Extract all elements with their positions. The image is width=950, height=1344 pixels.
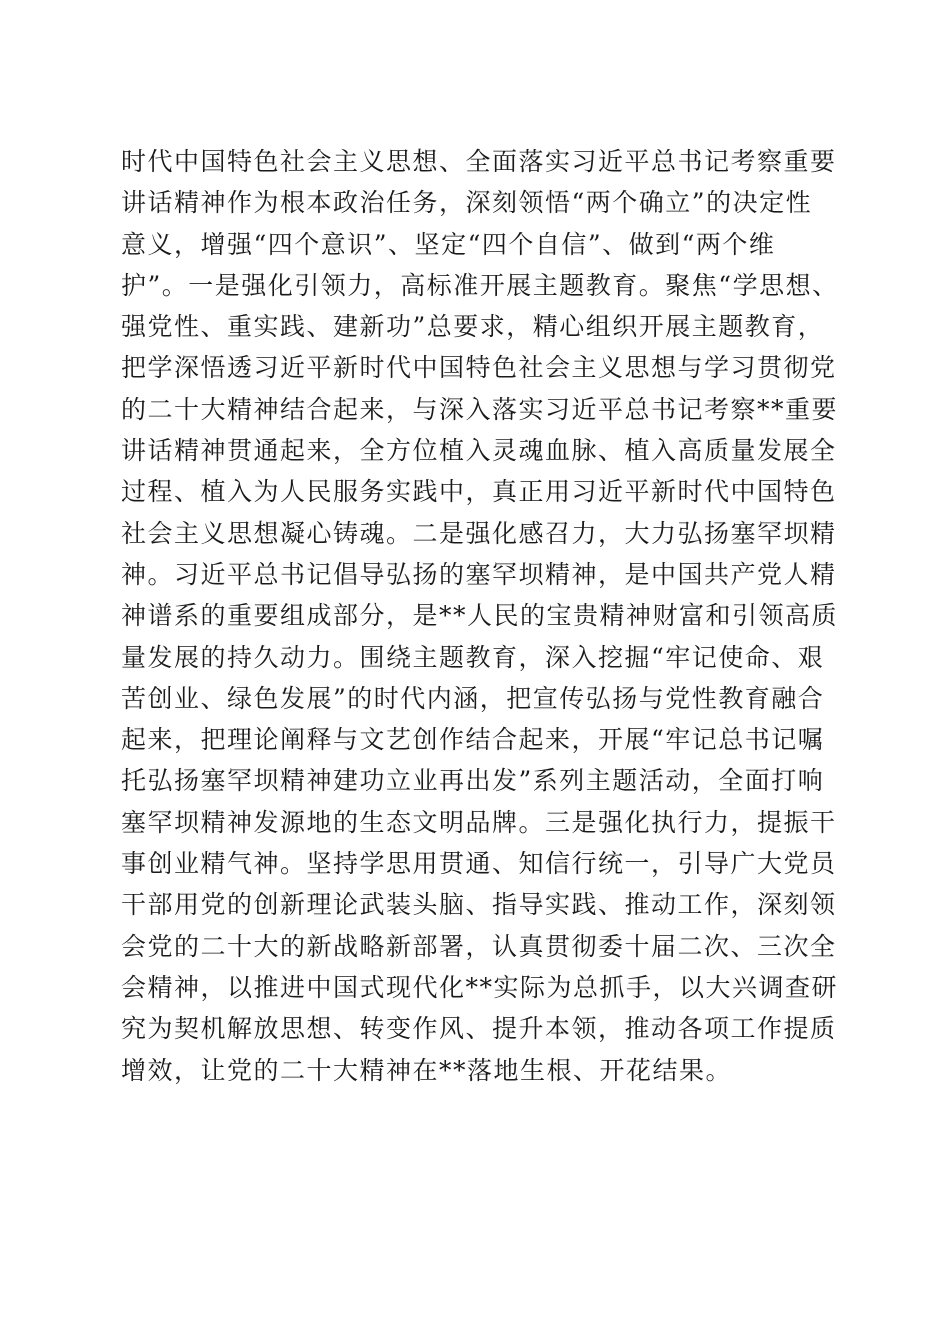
text-line: 究为契机解放思想、转变作风、提升本领，推动各项工作提质	[121, 1014, 837, 1044]
text-line: 托弘扬塞罕坝精神建功立业再出发”系列主题活动，全面打响	[121, 766, 825, 796]
text-line: 讲话精神贯通起来，全方位植入灵魂血脉、植入高质量发展全	[121, 436, 837, 466]
text-line: 过程、植入为人民服务实践中，真正用习近平新时代中国特色	[121, 477, 837, 507]
text-line: 神。习近平总书记倡导弘扬的塞罕坝精神，是中国共产党人精	[121, 559, 837, 589]
text-line: 强党性、重实践、建新功”总要求，精心组织开展主题教育，	[121, 312, 825, 342]
text-line: 增效，让党的二十大精神在**落地生根、开花结果。	[121, 1055, 733, 1085]
text-line: 苦创业、绿色发展”的时代内涵，把宣传弘扬与党性教育融合	[121, 683, 825, 713]
text-line: 事创业精气神。坚持学思用贯通、知信行统一，引导广大党员	[121, 849, 837, 879]
text-line: 社会主义思想凝心铸魂。二是强化感召力，大力弘扬塞罕坝精	[121, 518, 837, 548]
text-line: 干部用党的创新理论武装头脑、指导实践、推动工作，深刻领	[121, 890, 837, 920]
text-line: 起来，把理论阐释与文艺创作结合起来，开展“牢记总书记嘱	[121, 725, 825, 755]
text-line: 塞罕坝精神发源地的生态文明品牌。三是强化执行力，提振干	[121, 807, 837, 837]
text-line: 时代中国特色社会主义思想、全面落实习近平总书记考察重要	[121, 147, 837, 176]
text-line: 把学深悟透习近平新时代中国特色社会主义思想与学习贯彻党	[121, 353, 837, 383]
text-line: 神谱系的重要组成部分，是**人民的宝贵精神财富和引领高质	[121, 601, 839, 631]
body-paragraph	[121, 141, 841, 1091]
text-line: 会党的二十大的新战略新部署，认真贯彻委十届二次、三次全	[121, 931, 837, 961]
text-line: 护”。一是强化引领力，高标准开展主题教育。聚焦“学思想、	[121, 270, 839, 300]
text-line: 会精神，以推进中国式现代化**实际为总抓手，以大兴调查研	[121, 972, 839, 1002]
text-line: 意义，增强“四个意识”、坚定“四个自信”、做到“两个维	[121, 229, 776, 259]
text-line: 讲话精神作为根本政治任务，深刻领悟“两个确立”的决定性	[121, 188, 813, 218]
text-line: 的二十大精神结合起来，与深入落实习近平总书记考察**重要	[121, 394, 839, 424]
text-line: 量发展的持久动力。围绕主题教育，深入挖掘“牢记使命、艰	[121, 642, 825, 672]
